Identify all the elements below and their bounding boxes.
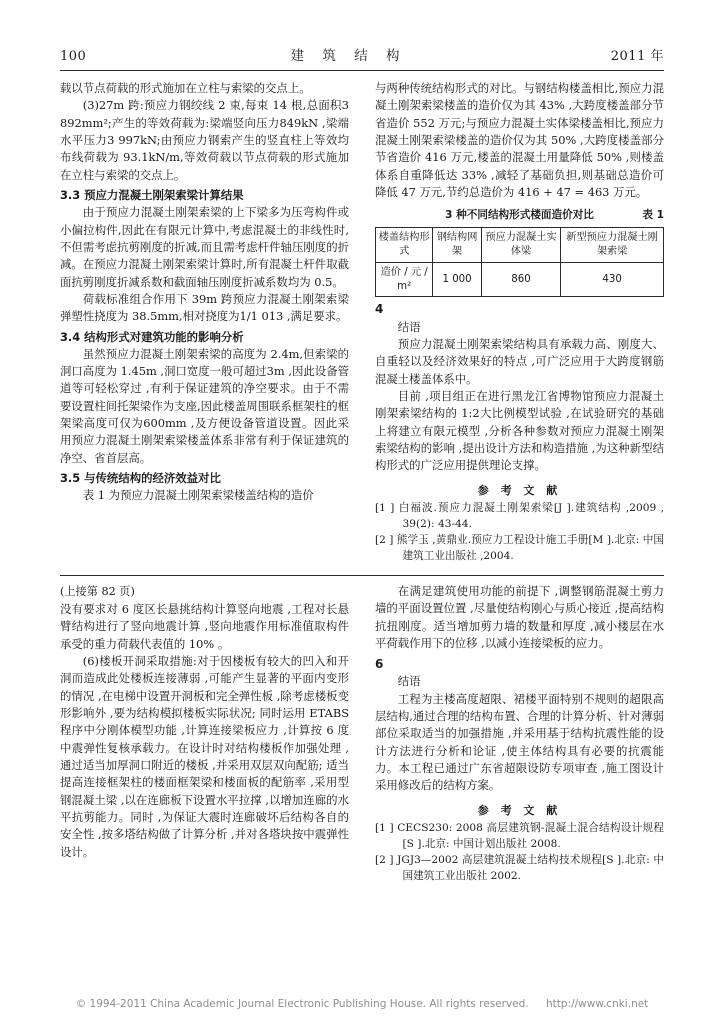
table-cell: 860 <box>481 262 560 297</box>
article-body <box>60 80 664 565</box>
cnki-footer <box>0 998 724 1010</box>
paragraph: 表 1 为预应力混凝土刚架索梁楼盖结构的造价 <box>82 488 314 503</box>
table-row <box>376 262 664 297</box>
section-heading-6 <box>375 655 664 673</box>
section-heading-4-label: 结语 <box>397 319 421 334</box>
references-heading: 参 考 文 献 <box>477 803 562 817</box>
continued-left-column <box>60 583 349 885</box>
cost-comparison-table <box>375 227 664 297</box>
table-caption-text: 3 种不同结构形式楼面造价对比 <box>445 209 594 222</box>
table-row-label: 造价 / 元 / m² <box>376 262 433 297</box>
paragraph: 没有要求对 6 度区长悬挑结构计算竖向地震 ,工程对长悬臂结构进行了竖向地震计算 ,竖向地震作用标准值取构件承受的重力荷载代表值的 10% 。 <box>60 601 349 651</box>
table-caption <box>375 207 664 223</box>
paragraph: (6)楼板开洞采取措施:对于因楼板有较大的凹入和开洞而造成此处楼板连接薄弱 ,可能产生显著的平面内变形的情况 ,在电梯中设置开洞板和完全弹性板 ,除考虑楼板变形影响外 ,要为结构模拟楼板实际状况; 同时运用 ETABS 程序中分刚体模型功能 ,计算连接梁板应力 ,计算按 6 度中震弹性复核承载力。在设计时对结构楼板作加强处理 ,通过适当加厚洞口附近的楼板 ,并采用双层双向配筋; 适当提高连接框架柱的楼面框架梁和楼面板的配筋率 ,采用型钢混凝土梁 ,以在连廊板下设置水平拉撑 ,以增加连廊的水平抗剪能力。同时 ,为保证大震时连廊破坏后结构各自的安全性 ,按多塔结构做了计算分析 ,并对各塔块按中震弹性设计。 <box>60 653 349 859</box>
paragraph: 在满足建筑使用功能的前提下 ,调整钢筋混凝土剪力墙的平面设置位置 ,尽量使结构刚心与质心接近 ,提高结构抗扭刚度。适当增加剪力墙的数量和厚度 ,减小楼层在水平荷载作用下的位移 ,以减小连接梁板的应力。 <box>375 583 664 650</box>
section-heading-3-4: 3.4 结构形式对建筑功能的影响分析 <box>60 329 244 344</box>
continued-right-column <box>375 583 664 885</box>
section-number: 4 <box>375 302 384 317</box>
header-divider <box>60 70 664 71</box>
table-number: 表 1 <box>642 209 664 222</box>
reference-item: [2 ] JGJ3—2002 高层建筑混凝土结构技术规程[S ].北京: 中国建筑工业出版社 2002. <box>375 854 664 883</box>
table-header-cell: 楼盖结构形式 <box>376 228 433 263</box>
publication-year: 2011 年 <box>610 49 664 64</box>
paragraph: 预应力混凝土刚架索梁结构具有承载力高、刚度大、自重轻以及经济效果好的特点 ,可广泛应用于大跨度钢筋混凝土楼盖体系中。 <box>375 337 664 386</box>
table-header-cell: 预应力混凝土实体梁 <box>481 228 560 263</box>
paragraph: 载以节点荷载的形式施加在立柱与索梁的交点上。 <box>60 81 311 95</box>
table-header-row <box>376 228 664 263</box>
paragraph: 工程为主楼高度超限、裙楼平面特别不规则的超限高层结构,通过合理的结构布置、合理的计算分析、针对薄弱部位采取适当的加强措施 ,并采用基于结构抗震性能的设计方法进行分析和论证 ,使主体结构具有必要的抗震能力。本工程已通过广东省超限设防专项审查 ,施工图设计采用修改后的结构方案。 <box>375 691 664 793</box>
right-column <box>375 80 664 565</box>
reference-item: [1 ] CECS230: 2008 高层建筑钢-混凝土混合结构设计规程 [S ].北京: 中国计划出版社 2008. <box>375 822 664 851</box>
continued-article-divider <box>60 575 664 583</box>
table-header-cell: 钢结构网架 <box>433 228 481 263</box>
section-heading-3-3: 3.3 预应力混凝土刚架索梁计算结果 <box>60 187 244 202</box>
section-heading-3-5: 3.5 与传统结构的经济效益对比 <box>60 471 221 486</box>
paragraph: 虽然预应力混凝土刚架索梁的高度为 2.4m,但索梁的洞口高度为 1.45m ,洞口宽度一般可超过3m ,因此设备管道等可轻松穿过 ,有利于保证建筑的净空要求。由于不需要设置柱间托架梁作为支座,因此楼盖周围联系框架柱的框架梁高度可仅为600mm ,及方便设备管道设置。因此采用预应力混凝土刚架索梁楼盖体系非常有利于保证建筑的净空、省首层高。 <box>60 346 349 465</box>
paragraph: 与两种传统结构形式的对比。与钢结构楼盖相比,预应力混凝土刚架索梁楼盖的造价仅为其 43% ,大跨度楼盖部分节省造价 552 万元;与预应力混凝土实体梁楼盖相比,预应力混凝土刚架索梁楼盖的造价仅为其 50% ,大跨度楼盖部分节省造价 416 万元,楼盖的混凝土用量降低 50% ,则楼盖体系自重降低达 33% ,减轻了基础负担,则基础总造价可降低 47 万元,节约总造价为 416 + 47 = 463 万元。 <box>375 81 664 199</box>
left-column <box>60 80 349 565</box>
table-cell: 1 000 <box>433 262 481 297</box>
table-header-cell: 新型预应力混凝土刚架索梁 <box>561 228 664 263</box>
paragraph: 由于预应力混凝土刚架索梁的上下梁多为压弯构件或小偏拉构件,因此在有限元计算中,考虑混凝土的非线性时,不但需考虑抗剪刚度的折减,而且需考虑杆件轴压刚度的折减。在预应力混凝土刚架索梁计算时,所有混凝土杆件取截面抗剪刚度折减系数和截面轴压刚度折减系数均为 0.5。 <box>60 205 349 289</box>
journal-title: 建 筑 结 构 <box>290 48 407 64</box>
paragraph: 目前 ,项目组正在进行黑龙江省博物馆预应力混凝土刚架索梁结构的 1:2大比例模型试验 ,在试验研究的基础上将建立有限元模型 ,分析各种参数对预应力混凝土刚架索梁结构的影响 ,提出设计方法和构造措施 ,为这种新型结构形式的广泛应用提供理论支撑。 <box>375 389 664 473</box>
continued-article-body <box>60 583 664 885</box>
paragraph: 荷载标准组合作用下 39m 跨预应力混凝土刚架索梁弹塑性挠度为 38.5mm,相对挠度为1/1 013 ,满足要求。 <box>60 291 349 324</box>
reference-item: [1 ] 白福波.预应力混凝土刚架索梁[J ].建筑结构 ,2009 , 39(2): 43-44. <box>375 502 664 531</box>
page-number: 100 <box>60 49 87 64</box>
continued-from-note: (上接第 82 页) <box>60 584 135 598</box>
cnki-url[interactable]: http://www.cnki.net <box>546 998 649 1010</box>
reference-item: [2 ] 熊学玉 ,黄鼎业.预应力工程设计施工手册[M ].北京: 中国建筑工业出版社 ,2004. <box>375 534 664 563</box>
table-cell: 430 <box>561 262 664 297</box>
running-head <box>60 44 664 68</box>
paragraph: (3)27m 跨:预应力钢绞线 2 束,每束 14 根,总面积3 892mm²;产生的等效荷载为:梁端竖向压力849kN ,梁端水平压力3 997kN;由预应力钢索产生的竖直柱上等效均布线荷载为 93.1kN/m,等效荷载以节点荷载的形式施加在立柱与索梁的交点上。 <box>60 98 349 182</box>
references-heading: 参 考 文 献 <box>477 483 562 497</box>
section-heading-6-label: 结语 <box>397 674 421 689</box>
section-heading-4 <box>375 300 664 318</box>
section-number: 6 <box>375 657 384 672</box>
copyright-text: © 1994-2011 China Academic Journal Electronic Publishing House. All rights reserved. <box>75 998 529 1010</box>
